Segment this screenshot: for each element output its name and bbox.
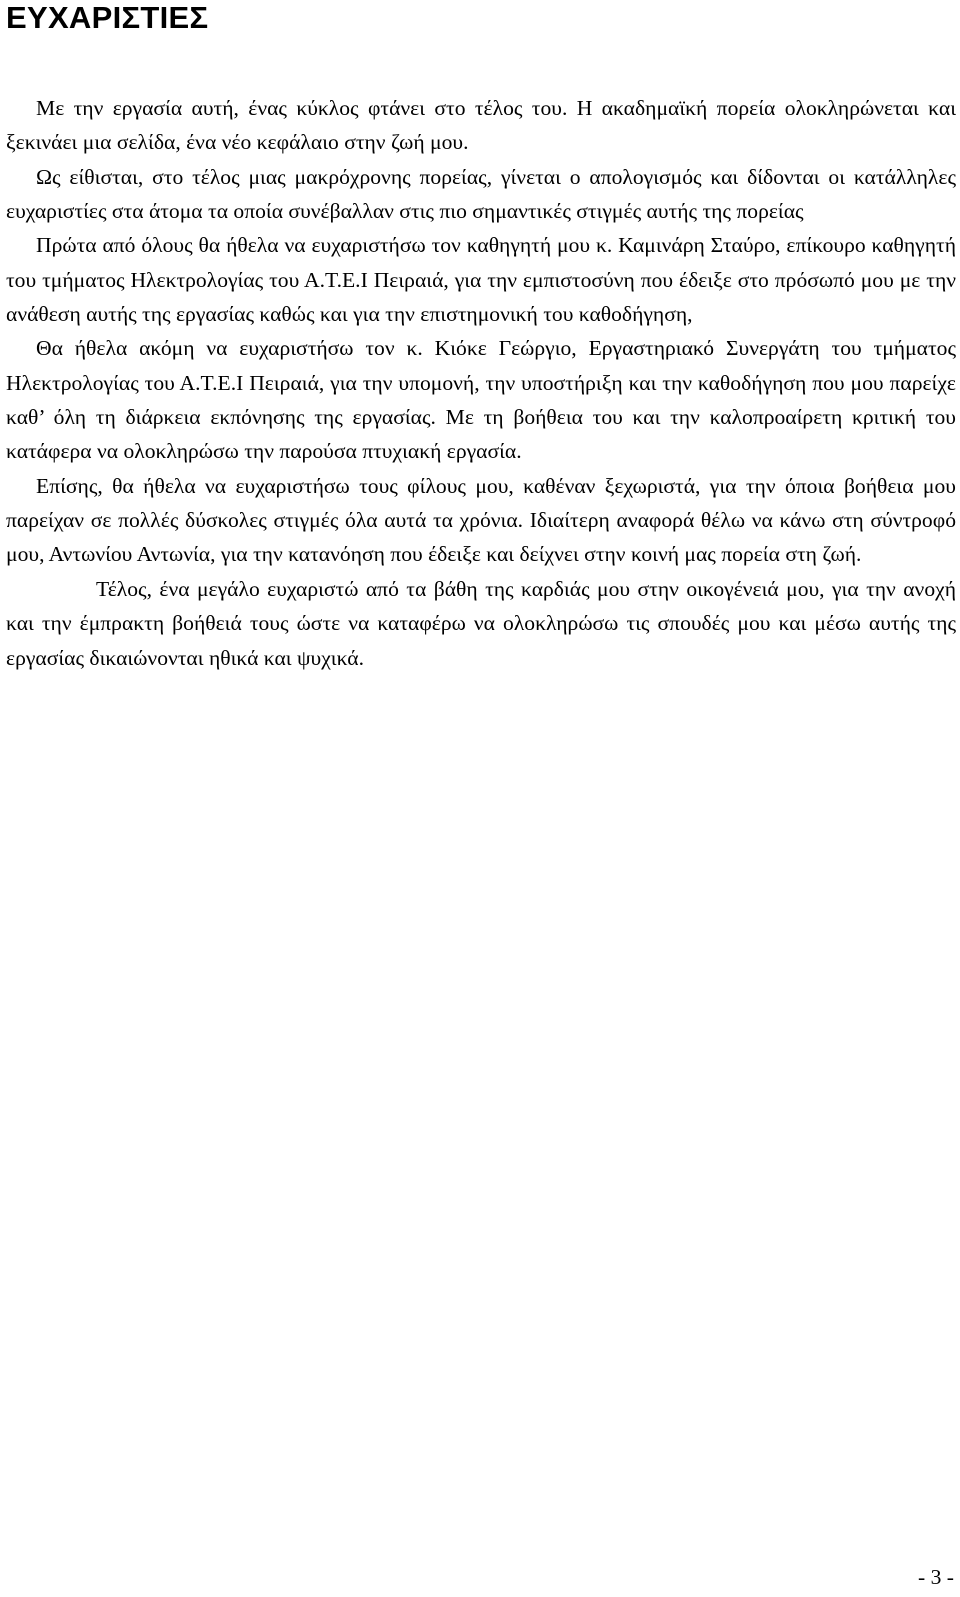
page-number: - 3 - <box>918 1565 954 1589</box>
paragraph-intro: Με την εργασία αυτή, ένας κύκλος φτάνει στο τέλος του. Η ακαδημαϊκή πορεία ολοκληρώνεται και ξεκινάει μια σελίδα, ένα νέο κεφάλαιο στην ζωή μου. <box>6 96 956 155</box>
paragraph-supervisor: Πρώτα από όλους θα ήθελα να ευχαριστήσω τον καθηγητή μου κ. Καμινάρη Σταύρο, επίκουρο καθηγητή του τμήματος Ηλεκτρολογίας του Α.Τ.Ε.Ι Πειραιά, για την εμπιστοσύνη που έδειξε στο πρόσωπό μου με την ανάθεση αυτής της εργασίας καθώς και για την επιστημονική του καθοδήγηση, <box>6 233 956 327</box>
paragraph-friends: Επίσης, θα ήθελα να ευχαριστήσω τους φίλους μου, καθέναν ξεχωριστά, για την όποια βοήθεια μου παρείχαν σε πολλές δύσκολες στιγμές όλα αυτά τα χρόνια. Ιδιαίτερη αναφορά θέλω να κάνω στη σύντροφό μου, Αντωνίου Αντωνία, για την κατανόηση που έδειξε και δείχνει στην κοινή μας πορεία στη ζωή. <box>6 473 956 567</box>
paragraph-lab-collaborator: Θα ήθελα ακόμη να ευχαριστήσω τον κ. Κιόκε Γεώργιο, Εργαστηριακό Συνεργάτη του τμήματος Ηλεκτρολογίας του Α.Τ.Ε.Ι Πειραιά, για την υπομονή, την υποστήριξη και την καθοδήγηση που μου παρείχε καθ’ όλη τη διάρκεια εκπόνησης της εργασίας. Με τη βοήθεια του και την καλοπροαίρετη κριτική του κατάφερα να ολοκληρώσω την παρούσα πτυχιακή εργασία. <box>6 336 956 464</box>
paragraph-custom: Ως είθισται, στο τέλος μιας μακρόχρονης πορείας, γίνεται ο απολογισμός και δίδονται οι κατάλληλες ευχαριστίες στα άτομα τα οποία συνέβαλλαν στις πιο σημαντικές στιγμές αυτής της πορείας <box>6 164 956 224</box>
paragraph-family: Τέλος, ένα μεγάλο ευχαριστώ από τα βάθη της καρδιάς μου στην οικογένειά μου, για την ανοχή και την έμπρακτη βοήθειά τους ώστε να καταφέρω να ολοκληρώσω τις σπουδές μου και μέσω αυτής της εργασίας δικαιώνονται ηθικά και ψυχικά. <box>6 576 956 670</box>
acknowledgements-body <box>6 91 956 675</box>
page-title: ΕΥΧΑΡΙΣΤΙΕΣ <box>6 0 209 35</box>
